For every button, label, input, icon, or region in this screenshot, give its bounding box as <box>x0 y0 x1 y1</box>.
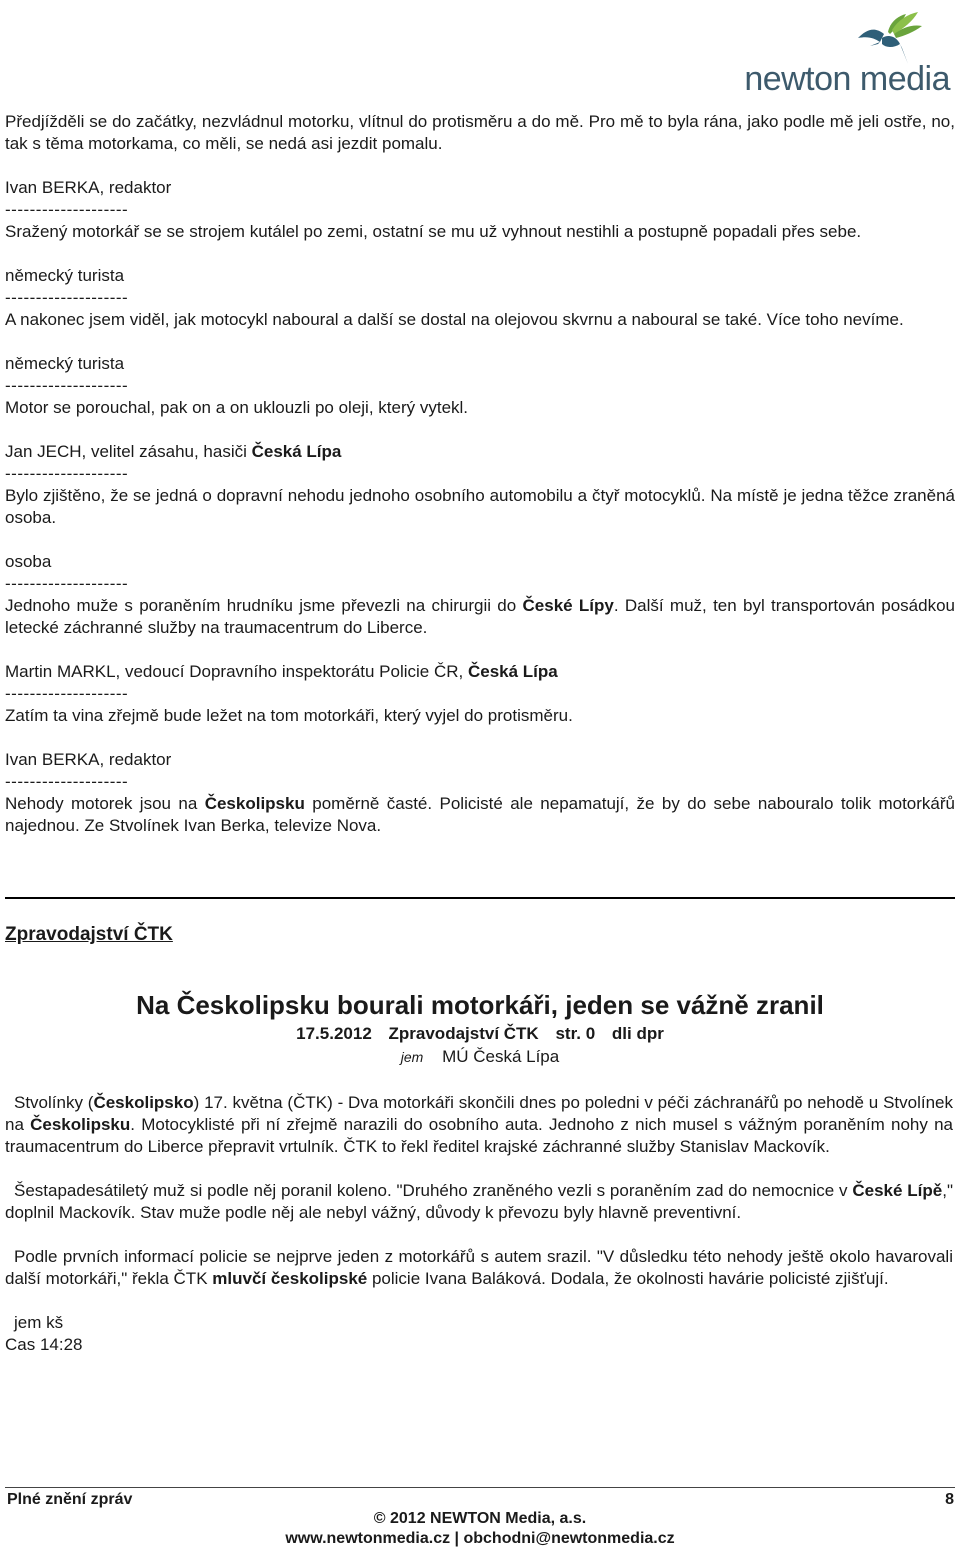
dash-separator: -------------------- <box>5 464 129 483</box>
bold-term: České Lípě <box>852 1181 943 1200</box>
page-number: 8 <box>945 1491 954 1508</box>
text-run: Jednoho muže s poraněním hrudníku jsme převezli na chirurgii do <box>5 596 523 615</box>
text-run: Nehody motorek jsou na <box>5 794 205 813</box>
article-source: Zpravodajství ČTK <box>388 1024 539 1043</box>
speaker-name: Jan JECH, velitel zásahu, hasiči <box>5 442 252 461</box>
transcript-paragraph: Motor se porouchal, pak on a on uklouzli po oleji, který vytekl. <box>5 398 469 417</box>
article-author: jem <box>400 1049 424 1065</box>
article-time: Cas 14:28 <box>5 1335 83 1354</box>
text-run: . Motocyklisté při ní zřejmě narazili do osobního auta. Jednoho z nich musel s vážným poraněním nohy na traumacentrum do Liberce přepravit vrtulník. ČTK to řekl ředitel krajské záchranné služby Stanislav Mackovík. <box>5 1115 953 1156</box>
article-signature: jem kš <box>14 1313 64 1332</box>
transcript-paragraph: Předjížděli se do začátky, nezvládnul motorku, vlítnul do protisměru a do mě. Pro mě to byla rána, jako podle mě jeli ostře, no, tak s těma motorkama, co měli, se nedá asi jezdit pomalu. <box>5 112 955 153</box>
logo-wordmark: newton media <box>744 60 950 98</box>
transcript-paragraph: Bylo zjištěno, že se jedná o dopravní nehodu jednoho osobního automobilu a čtyř motocyklů. Na místě je jedna těžce zraněná osoba. <box>5 486 955 527</box>
text-run: ," doplnil Mackovík. Stav muže podle něj ale nebyl vážný, důvody k převozu byly hlavně preventivní. <box>5 1181 953 1222</box>
speaker-name: osoba <box>5 552 52 571</box>
hummingbird-icon <box>844 4 924 66</box>
newton-media-logo <box>744 4 954 98</box>
transcript-paragraph: A nakonec jsem viděl, jak motocykl naboural a další se dostal na olejovou skvrnu a naboural se také. Více toho nevíme. <box>5 310 904 329</box>
text-run: Šestapadesátiletý muž si podle něj poranil koleno. "Druhého zraněného vezli s poraněním zad do nemocnice v <box>14 1181 853 1200</box>
speaker-label <box>5 177 955 199</box>
text-run: Stvolínky ( <box>14 1093 94 1112</box>
article-title: Na Českolipsku bourali motorkáři, jeden se vážně zranil <box>136 990 824 1020</box>
dash-separator: -------------------- <box>5 200 129 219</box>
footer-info <box>0 1509 960 1549</box>
article-region: MÚ Česká Lípa <box>442 1047 560 1066</box>
transcript-paragraph <box>5 793 955 837</box>
bold-term: České Lípy <box>522 596 614 615</box>
speaker-label <box>5 551 955 573</box>
article-section: dli dpr <box>611 1024 664 1043</box>
transcript-paragraph <box>5 595 955 639</box>
article-date: 17.5.2012 <box>296 1024 372 1043</box>
article-body <box>5 1092 953 1356</box>
source-link[interactable]: Zpravodajství ČTK <box>5 924 173 945</box>
speaker-label <box>5 441 955 463</box>
text-run: ) 17. května (ČTK) - Dva motorkáři skončili dnes po poledni v péči záchranářů po nehodě u Stvolínek na <box>5 1093 954 1134</box>
footer-copyright: © 2012 NEWTON Media, a.s. <box>373 1510 587 1527</box>
transcript-content <box>5 111 955 859</box>
dash-separator: -------------------- <box>5 288 129 307</box>
text-run: . Další muž, ten byl transportován posádkou letecké záchranné služby na traumacentrum do Liberce. <box>5 596 956 637</box>
speaker-location: Česká Lípa <box>251 442 342 461</box>
section-divider <box>5 897 955 899</box>
footer-contact: www.newtonmedia.cz | obchodni@newtonmedia.cz <box>285 1530 675 1547</box>
article-page: str. 0 <box>555 1024 596 1043</box>
speaker-name: Ivan BERKA, redaktor <box>5 178 172 197</box>
text-run: policie Ivana Baláková. Dodala, že okolnosti havárie policisté zjišťují. <box>367 1269 889 1288</box>
text-run: Podle prvních informací policie se nejprve jeden z motorkářů s autem srazil. "V důsledku této nehody ještě okolo havarovali další motorkáři," řekla ČTK <box>5 1247 953 1288</box>
text-run: poměrně časté. Policisté ale nepamatují, že by do sebe nabouralo tolik motorkářů najednou. Ze Stvolínek Ivan Berka, televize Nova. <box>5 794 955 835</box>
bold-term: Českolipsku <box>204 794 305 813</box>
dash-separator: -------------------- <box>5 574 129 593</box>
article-paragraph <box>5 1246 953 1290</box>
dash-separator: -------------------- <box>5 772 129 791</box>
transcript-paragraph: Sražený motorkář se se strojem kutálel po zemi, ostatní se mu už vyhnout nestihli a postupně popadali přes sebe. <box>5 222 862 241</box>
speaker-name: německý turista <box>5 354 125 373</box>
speaker-location: Česká Lípa <box>467 662 558 681</box>
article-meta-author <box>0 1047 960 1067</box>
footer-label: Plné znění zpráv <box>7 1491 133 1508</box>
bold-term: mluvčí českolipské <box>212 1269 368 1288</box>
footer-divider <box>5 1487 955 1488</box>
speaker-label <box>5 661 955 683</box>
speaker-label <box>5 265 955 287</box>
speaker-label <box>5 749 955 771</box>
article-paragraph <box>5 1180 953 1224</box>
article-paragraph <box>5 1092 953 1158</box>
speaker-label <box>5 353 955 375</box>
dash-separator: -------------------- <box>5 684 129 703</box>
article-meta <box>0 1024 960 1044</box>
speaker-name: Martin MARKL, vedoucí Dopravního inspektorátu Policie ČR, <box>5 662 468 681</box>
bold-term: Českolipsku <box>30 1115 131 1134</box>
bold-term: Českolipsko <box>93 1093 194 1112</box>
speaker-name: Ivan BERKA, redaktor <box>5 750 172 769</box>
speaker-name: německý turista <box>5 266 125 285</box>
dash-separator: -------------------- <box>5 376 129 395</box>
transcript-paragraph: Zatím ta vina zřejmě bude ležet na tom motorkáři, který vyjel do protisměru. <box>5 706 573 725</box>
